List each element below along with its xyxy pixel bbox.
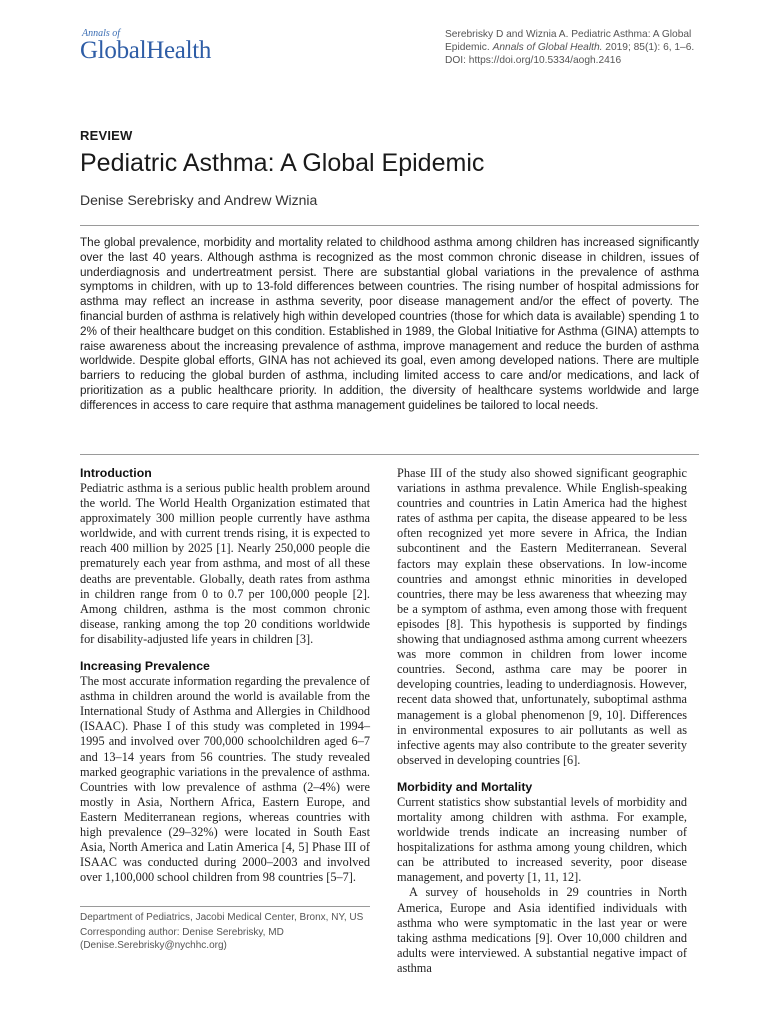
article-authors: Denise Serebrisky and Andrew Wiznia bbox=[80, 192, 318, 208]
article-title: Pediatric Asthma: A Global Epidemic bbox=[80, 149, 485, 177]
left-column bbox=[80, 466, 370, 885]
article-type-label: REVIEW bbox=[80, 128, 133, 143]
morbidity-paragraph-2: A survey of households in 29 countries in North America, Europe and Asia identified individuals with asthma who were symptomatic in the last year or were taking asthma medications [9]. Over 10,000 children and adults were interviewed. A substantial negative impact of asthma bbox=[397, 885, 687, 975]
citation-suffix: 2019; 85(1): 6, 1–6. bbox=[605, 42, 695, 53]
logo-main-text: GlobalHealth bbox=[80, 37, 212, 64]
citation-line-2 bbox=[445, 41, 705, 54]
morbidity-heading: Morbidity and Mortality bbox=[397, 779, 533, 794]
affiliation-text: Department of Pediatrics, Jacobi Medical Center, Bronx, NY, US bbox=[80, 912, 364, 923]
prevalence-heading: Increasing Prevalence bbox=[80, 659, 210, 674]
introduction-heading: Introduction bbox=[80, 466, 152, 480]
prevalence-paragraph: The most accurate information regarding the prevalence of asthma in children around the world is available from the International Study of Asthma and Allergies in Childhood (ISAAC). Phase I of this study was completed in 1994–1995 and involved over 700,000 schoolchildren aged 6–7 and 13–14 years from 56 countries. The study revealed marked geographic variations in the prevalence of asthma. Countries with low prevalence of asthma (2–4%) were mostly in Asia, Northern Africa, Eastern Europe, and Eastern Mediterranean regions, whereas countries with high prevalence (29–32%) were located in South East Asia, North America and Latin America [4, 5] Phase III of ISAAC was conducted during 2000–2003 and involved over 1,100,000 school children from 98 countries [5–7]. bbox=[80, 674, 370, 885]
citation-line-1: Serebrisky D and Wiznia A. Pediatric Asthma: A Global bbox=[445, 29, 692, 40]
citation-prefix: Epidemic. bbox=[445, 42, 490, 53]
corresponding-author-text: Corresponding author: Denise Serebrisky, MD bbox=[80, 927, 284, 938]
prevalence-continued-paragraph: Phase III of the study also showed significant geographic variations in asthma prevalence. While English-speaking countries and countries in Latin America had the highest rates of asthma per capita, the disease appeared to be less often recognized yet more severe in Africa, the Indian subcontinent and the Eastern Mediterranean. Several factors may explain these observations. In low-income countries and amongst ethnic minorities in developed countries, there may be less awareness that wheezing may be a symptom of asthma, even among those with frequent episodes [8]. This hypothesis is supported by findings showing that undiagnosed asthma among current wheezers was more common in children from lower income countries. Second, asthma care may be poorer in developing countries, leading to underdiagnosis. However, recent data showed that, unfortunately, suboptimal asthma management is a global phenomenon [9, 10]. Differences in environmental exposures to air pollutants as well as infective agents may also contribute to the greater severity observed in developing countries [6]. bbox=[397, 466, 687, 767]
introduction-paragraph: Pediatric asthma is a serious public health problem around the world. The World Health Organization estimated that approximately 300 million people currently have asthma worldwide, and with current trends rising, it is expected to reach 400 million by 2025 [1]. Nearly 250,000 people die prematurely each year from asthma, and most of all these deaths are preventable. Globally, death rates from asthma in children range from 0 to 0.7 per 100,000 people [2]. Among children, asthma is the most common chronic disease, ranking among the top 20 conditions worldwide for disability-adjusted life years in children [3]. bbox=[80, 481, 370, 646]
citation-journal: Annals of Global Health. bbox=[492, 42, 603, 53]
journal-logo[interactable] bbox=[80, 28, 211, 65]
morbidity-paragraph-1: Current statistics show substantial levels of morbidity and mortality among children with asthma. For example, worldwide trends indicate an increasing number of hospitalizations for asthma among young children, which can be attributed to increased severity, poor disease management, and poverty [1, 11, 12]. bbox=[397, 794, 687, 885]
abstract-text: The global prevalence, morbidity and mortality related to childhood asthma among children has increased significantly over the last 40 years. Although asthma is recognized as the most common chronic disease in children, issues of underdiagnosis and undertreatment persist. There are substantial global variations in the prevalence of asthma symptoms in children, with up to 13-fold differences between countries. The rising number of hospital admissions for asthma may reflect an increase in asthma severity, poor disease management and/or the effect of poverty. The financial burden of asthma is relatively high within developed countries (those for which data is available) spending 1 to 2% of their healthcare budget on this condition. Established in 1989, the Global Initiative for Asthma (GINA) attempts to raise awareness about the increasing prevalence of asthma, improve management and reduce the burden of asthma worldwide. Despite global efforts, GINA has not achieved its goal, even among developed nations. There are multiple barriers to reducing the global burden of asthma, including limited access to care and/or medications, and lack of prioritization as a public healthcare priority. In addition, the diversity of healthcare systems worldwide and large differences in access to care require that asthma management guidelines be tailored to local needs. bbox=[80, 236, 699, 412]
logo-small-text: Annals of bbox=[82, 28, 121, 39]
doi-link[interactable]: DOI: https://doi.org/10.5334/aogh.2416 bbox=[445, 55, 622, 66]
right-column bbox=[397, 466, 687, 976]
footnote bbox=[80, 911, 375, 952]
footnote-divider bbox=[80, 906, 370, 907]
page-header bbox=[80, 24, 700, 80]
citation-block bbox=[445, 28, 705, 67]
email-link[interactable]: (Denise.Serebrisky@nychhc.org) bbox=[80, 940, 227, 951]
divider-top bbox=[80, 225, 699, 226]
divider-bottom bbox=[80, 454, 699, 455]
